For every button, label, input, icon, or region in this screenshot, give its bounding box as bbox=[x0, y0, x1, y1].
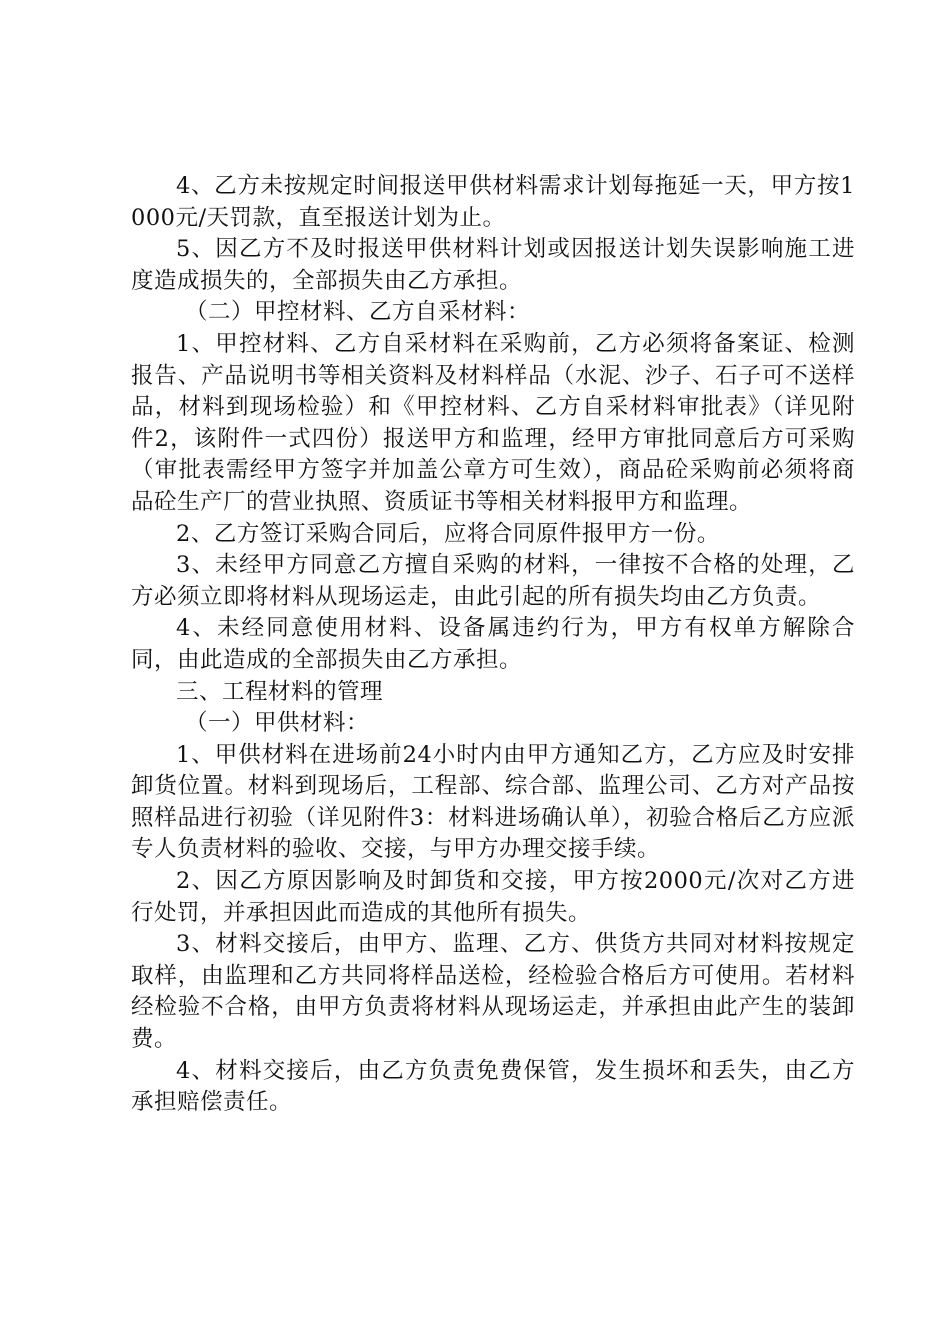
clause-5-schedule-loss: 5、因乙方不及时报送甲供材料计划或因报送计划失误影响施工进度造成损失的，全部损失由乙方承担。 bbox=[131, 236, 855, 294]
clause-4-delay-penalty: 4、乙方未按规定时间报送甲供材料需求计划每拖延一天，甲方按1000元/天罚款，直至报送计划为止。 bbox=[131, 173, 855, 231]
section-heading-owner-controlled-materials: （二）甲控材料、乙方自采材料： bbox=[185, 299, 531, 326]
clause-controlled-2-contract-copy: 2、乙方签订采购合同后，应将合同原件报甲方一份。 bbox=[176, 520, 720, 547]
clause-supplied-4-custody: 4、材料交接后，由乙方负责免费保管，发生损坏和丢失，由乙方承担赔偿责任。 bbox=[131, 1057, 855, 1116]
clause-controlled-3-unauthorized-purchase: 3、未经甲方同意乙方擅自采购的材料，一律按不合格的处理，乙方必须立即将材料从现场运走，由此引起的所有损失均由乙方负责。 bbox=[131, 552, 855, 610]
clause-controlled-1-approval: 1、甲控材料、乙方自采材料在采购前，乙方必须将备案证、检测报告、产品说明书等相关资料及材料样品（水泥、沙子、石子可不送样品，材料到现场检验）和《甲控材料、乙方自采材料审批表》（详见附件2，该附件一式四份）报送甲方和监理，经甲方审批同意后方可采购（审批表需经甲方签字并加盖公章方可生效），商品砼采购前必须将商品砼生产厂的营业执照、资质证书等相关材料报甲方和监理。 bbox=[131, 330, 855, 515]
clause-supplied-1-delivery: 1、甲供材料在进场前24小时内由甲方通知乙方，乙方应及时安排卸货位置。材料到现场后，工程部、综合部、监理公司、乙方对产品按照样品进行初验（详见附件3：材料进场确认单），初验合格后乙方应派专人负责材料的验收、交接，与甲方办理交接手续。 bbox=[131, 741, 855, 863]
clause-supplied-3-sampling: 3、材料交接后，由甲方、监理、乙方、供货方共同对材料按规定取样，由监理和乙方共同将样品送检，经检验合格后方可使用。若材料经检验不合格，由甲方负责将材料从现场运走，并承担由此产生的装卸费。 bbox=[131, 931, 855, 1053]
section-heading-owner-supplied-materials: （一）甲供材料： bbox=[185, 710, 370, 737]
clause-controlled-4-breach: 4、未经同意使用材料、设备属违约行为，甲方有权单方解除合同，由此造成的全部损失由乙方承担。 bbox=[131, 615, 855, 673]
document-body bbox=[131, 171, 855, 1119]
chapter-heading-material-management: 三、工程材料的管理 bbox=[176, 678, 384, 705]
clause-supplied-2-unloading-penalty: 2、因乙方原因影响及时卸货和交接，甲方按2000元/次对乙方进行处罚，并承担因此而造成的其他所有损失。 bbox=[131, 868, 855, 926]
